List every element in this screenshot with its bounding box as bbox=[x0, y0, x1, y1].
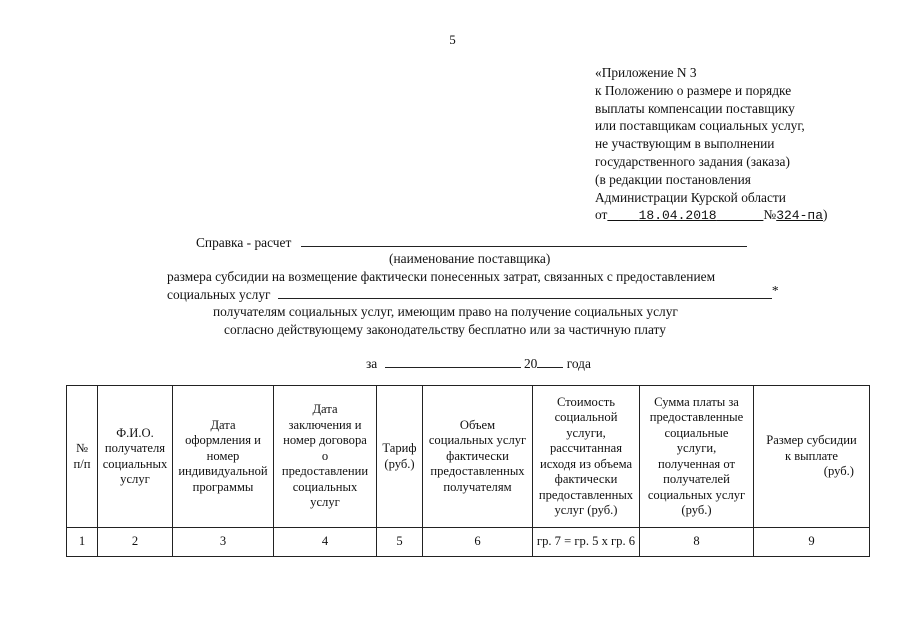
number-cell: 3 bbox=[173, 528, 274, 557]
resolution-number: 324-па bbox=[776, 208, 824, 224]
services-blank bbox=[278, 286, 772, 299]
appendix-title: «Приложение N 3 bbox=[595, 65, 697, 80]
period-blank bbox=[385, 355, 521, 368]
header-cell: Ф.И.О. получателя социальных услуг bbox=[98, 386, 173, 528]
header-cell: Сумма платы за предоставленные социальные услуги, полученная от получателей социальных услуг (руб.) bbox=[640, 386, 754, 528]
calc-title-line bbox=[196, 234, 747, 251]
appendix-line: государственного задания (заказа) bbox=[595, 153, 790, 169]
resolution-date: 18.04.2018 bbox=[638, 208, 717, 224]
appendix-block bbox=[595, 64, 855, 225]
header-cell: Объем социальных услуг фактически предоставленных получателям bbox=[423, 386, 533, 528]
header-cell: Тариф (руб.) bbox=[377, 386, 423, 528]
appendix-date-line bbox=[595, 206, 855, 225]
period-line bbox=[366, 355, 591, 372]
number-cell: 1 bbox=[67, 528, 98, 557]
table-number-row bbox=[67, 528, 870, 557]
header-cell: Дата оформления и номер индивидуальной программы bbox=[173, 386, 274, 528]
appendix-line: к Положению о размере и порядке bbox=[595, 82, 792, 98]
page-number: 5 bbox=[449, 32, 456, 47]
number-cell: гр. 7 = гр. 5 x гр. 6 bbox=[533, 528, 640, 557]
year-blank bbox=[537, 355, 563, 368]
period-prefix: за bbox=[366, 356, 378, 371]
header-cell: Дата заключения и номер договора о предоставлении социальных услуг bbox=[274, 386, 377, 528]
form-line-2 bbox=[167, 283, 779, 303]
number-cell: 4 bbox=[274, 528, 377, 557]
form-line-3: получателям социальных услуг, имеющим право на получение социальных услуг bbox=[213, 304, 678, 319]
appendix-line: или поставщикам социальных услуг, bbox=[595, 118, 805, 134]
appendix-line: не участвующим в выполнении bbox=[595, 136, 775, 152]
header-cell: Стоимость социальной услуги, рассчитанная исходя из объема фактически предоставленных услуг (руб.) bbox=[533, 386, 640, 528]
appendix-line: выплаты компенсации поставщику bbox=[595, 100, 795, 116]
period-year-prefix: 20 bbox=[523, 356, 538, 371]
asterisk-mark: * bbox=[771, 283, 779, 298]
header-cell: Размер субсидии к выплате (руб.) bbox=[754, 386, 870, 528]
form-line-4: согласно действующему законодательству бесплатно или за частичную плату bbox=[224, 322, 666, 337]
subsidy-table bbox=[66, 385, 870, 557]
number-cell: 6 bbox=[423, 528, 533, 557]
period-suffix: года bbox=[566, 356, 591, 371]
appendix-line: (в редакции постановления bbox=[595, 171, 751, 187]
calc-label: Справка - расчет bbox=[196, 235, 292, 250]
number-cell: 5 bbox=[377, 528, 423, 557]
provider-caption: (наименование поставщика) bbox=[389, 251, 551, 266]
number-cell: 8 bbox=[640, 528, 754, 557]
provider-name-blank bbox=[301, 234, 747, 247]
appendix-closing: ) bbox=[823, 207, 828, 223]
services-label: социальных услуг bbox=[167, 287, 271, 302]
table-header-row bbox=[67, 386, 870, 528]
form-line-1: размера субсидии на возмещение фактически понесенных затрат, связанных с предоставлением bbox=[167, 269, 716, 284]
appendix-line: Администрации Курской области bbox=[595, 189, 786, 205]
number-cell: 9 bbox=[754, 528, 870, 557]
number-prefix: № bbox=[763, 207, 777, 223]
date-prefix: от bbox=[595, 207, 608, 223]
number-cell: 2 bbox=[98, 528, 173, 557]
header-cell: № п/п bbox=[67, 386, 98, 528]
